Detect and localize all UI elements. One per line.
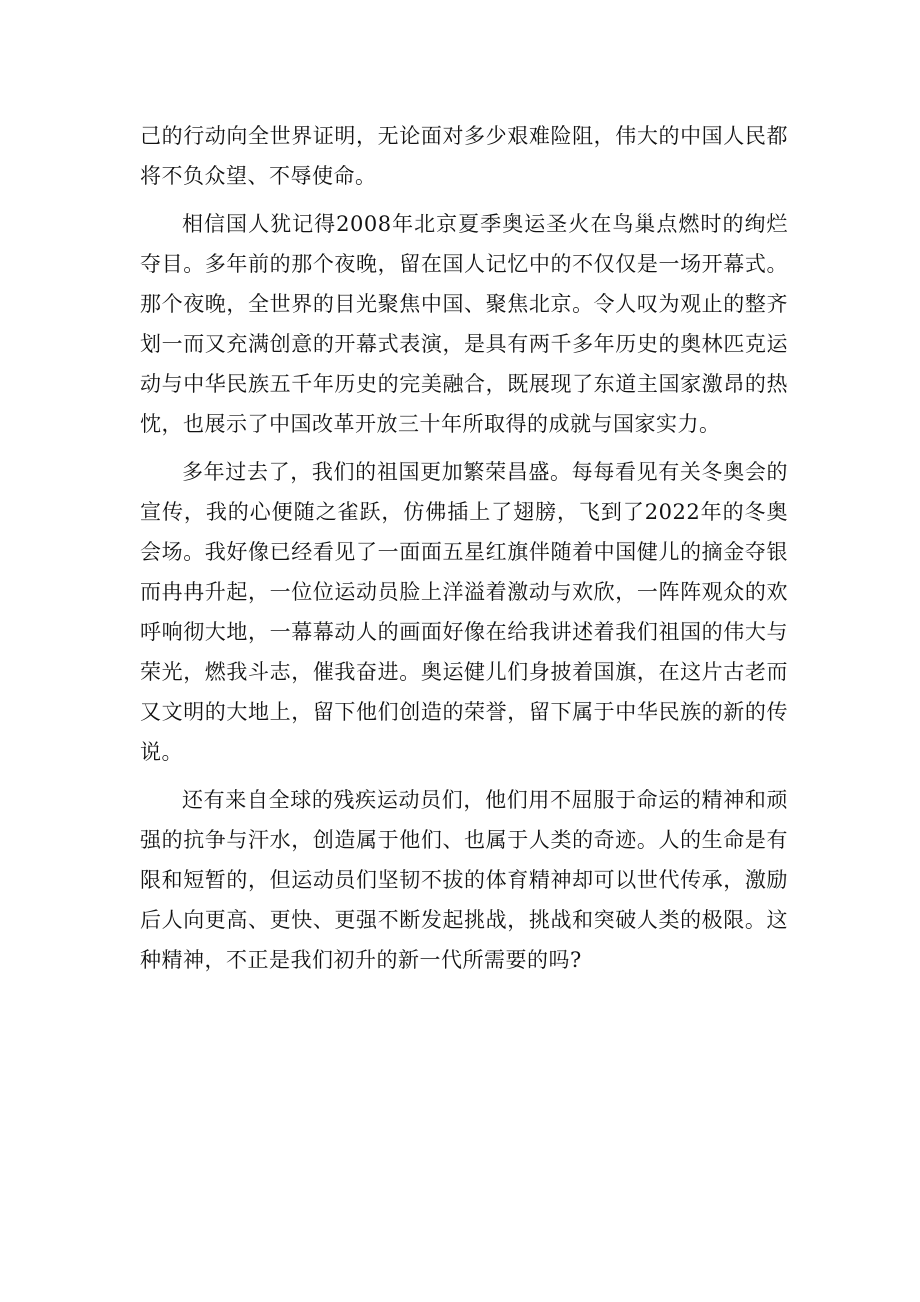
document-page [140, 116, 788, 988]
paragraph-continuation: 己的行动向全世界证明，无论面对多少艰难险阻，伟大的中国人民都将不负众望、不辱使命。 [140, 124, 788, 188]
paragraph-winter-olympics: 多年过去了，我们的祖国更加繁荣昌盛。每每看见有关冬奥会的宣传，我的心便随之雀跃，仿佛插上了翅膀，飞到了2022年的冬奥会场。我好像已经看见了一面面五星红旗伴随着中国健儿的摘金夺银而冉冉升起，一位位运动员脸上洋溢着激动与欢欣，一阵阵观众的欢呼响彻大地，一幕幕动人的画面好像在给我讲述着我们祖国的伟大与荣光，燃我斗志，催我奋进。奥运健儿们身披着国旗，在这片古老而又文明的大地上，留下他们创造的荣誉，留下属于中华民族的新的传说。 [140, 460, 788, 764]
paragraph-paralympic-athletes: 还有来自全球的残疾运动员们，他们用不屈服于命运的精神和顽强的抗争与汗水，创造属于他们、也属于人类的奇迹。人的生命是有限和短暂的，但运动员们坚韧不拔的体育精神却可以世代传承，激励后人向更高、更快、更强不断发起挑战，挑战和突破人类的极限。这种精神，不正是我们初升的新一代所需要的吗? [140, 788, 788, 972]
paragraph-olympic-torch: 相信国人犹记得2008年北京夏季奥运圣火在鸟巢点燃时的绚烂夺目。多年前的那个夜晚，留在国人记忆中的不仅仅是一场开幕式。那个夜晚，全世界的目光聚焦中国、聚焦北京。令人叹为观止的整齐划一而又充满创意的开幕式表演，是具有两千多年历史的奥林匹克运动与中华民族五千年历史的完美融合，既展现了东道主国家激昂的热忱，也展示了中国改革开放三十年所取得的成就与国家实力。 [140, 212, 788, 436]
